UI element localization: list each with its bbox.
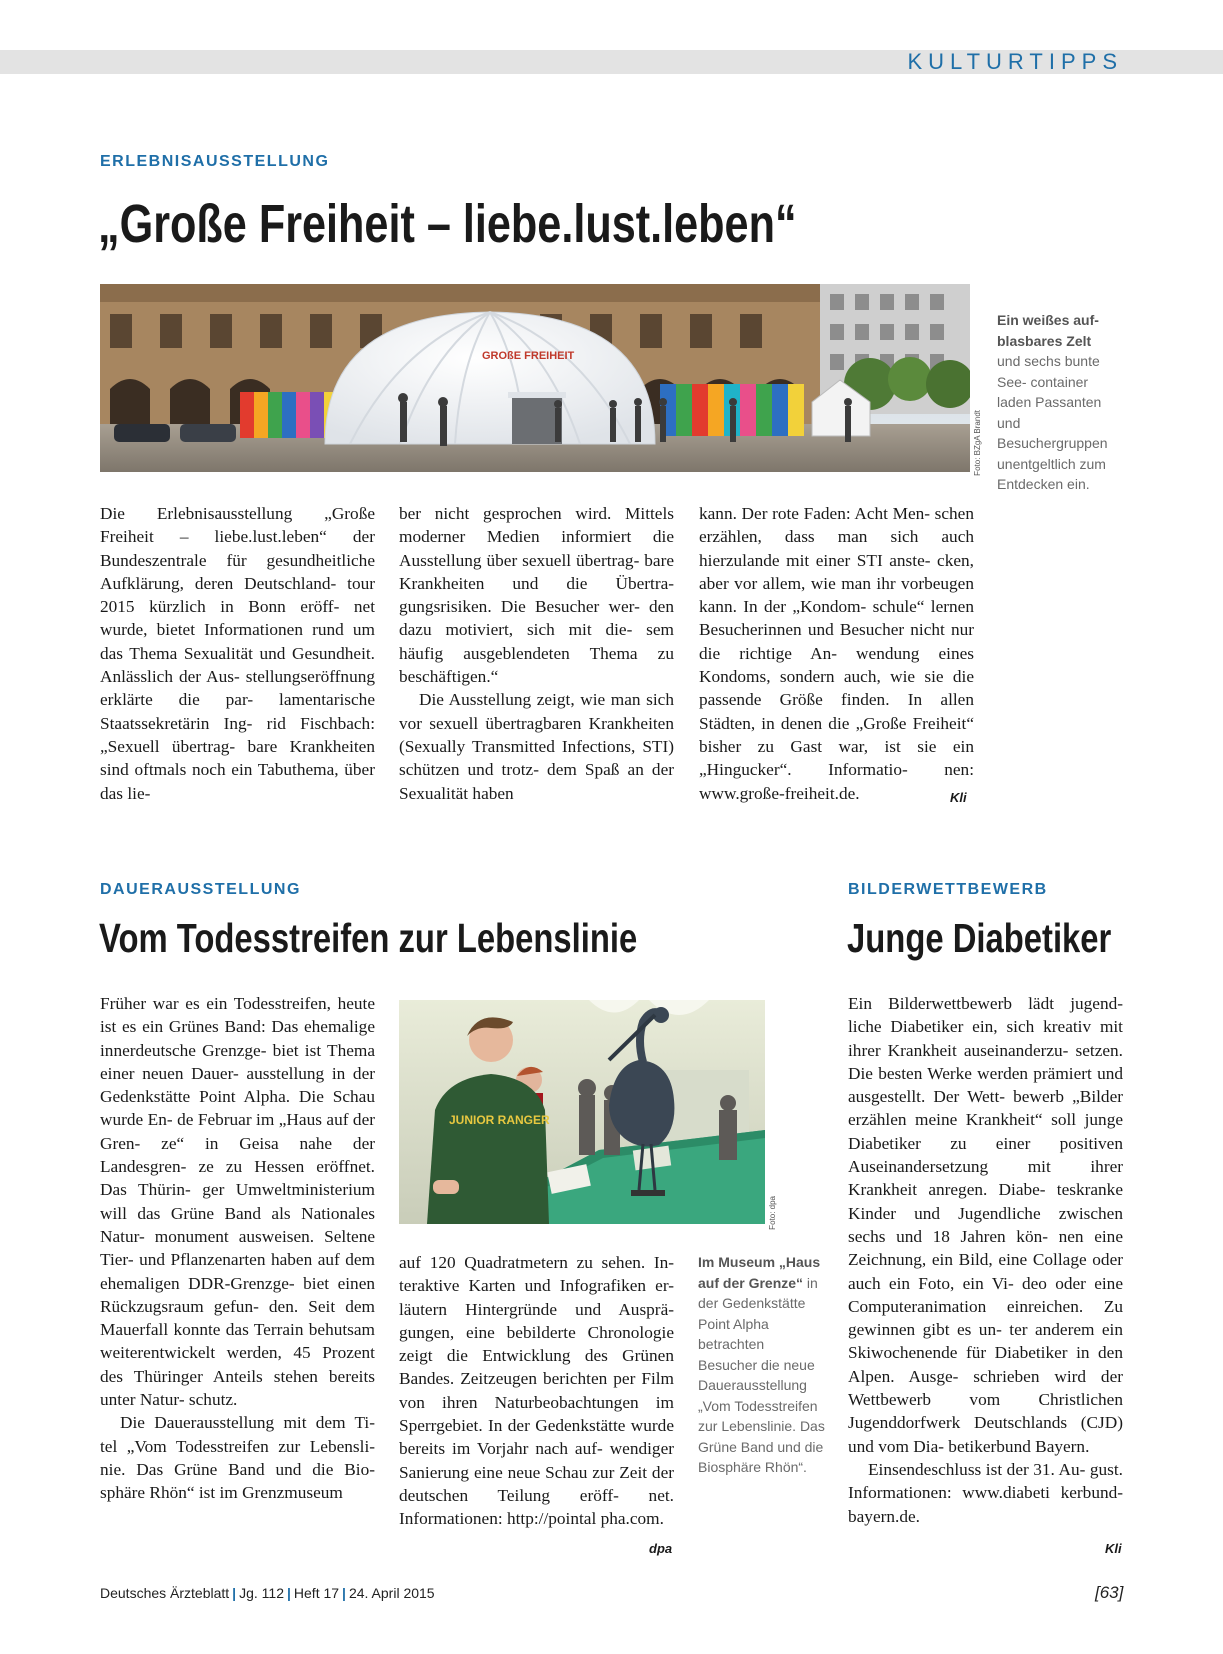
article1-signature: Kli bbox=[950, 790, 967, 805]
article3-kicker: BILDERWETTBEWERB bbox=[848, 881, 1048, 898]
article1-title: „Große Freiheit – liebe.lust.leben“ bbox=[98, 194, 797, 254]
article1-caption-text: und sechs bunte See- container laden Passanten und Besuchergruppen unentgeltlich zum Entdecken ein. bbox=[997, 353, 1108, 492]
article2-title: Vom Todesstreifen zur Lebenslinie bbox=[99, 915, 638, 961]
article1-photo bbox=[100, 284, 970, 472]
article2-paragraph: Früher war es ein Todesstreifen, heute ist es ein Grünes Band: Das ehemalige innerdeutsche Grenzge- biet ist Thema einer neuen Dauer- ausstellung in der Gedenkstätte Point Alpha. Die Schau wurde En- de Februar im „Haus auf der Gren- ze“ in Geisa nahe der Landesgren- ze zu Hessen eröffnet. Das Thürin- ger Umweltministerium will das Grüne Band als Nationales Natur- monument ausweisen. Seltene Tier- und Pflanzenarten haben auf dem ehemaligen DDR-Grenzge- biet einen Rückzugsraum gefun- den. Seit dem Mauerfall konnte das Terrain behutsam weiterentwickelt werden, 45 Prozent des Thüringer Anteils stehen bereits unter Natur- schutz. bbox=[100, 994, 375, 1410]
article1-paragraph: Die Erlebnisausstellung „Große Freiheit – liebe.lust.leben“ der Bundeszentrale für gesundheitliche Aufklärung, deren Deutschland- tour 2015 kürzlich in Bonn eröff- net wurde, bietet Informationen rund um das Thema Sexualität und Gesundheit. Anlässlich der Aus- stellungseröffnung erklärte die par- lamentarische Staatssekretärin Ing- rid Fischbach: „Sexuell übertrag- bare Krankheiten sind oftmals noch ein Tabuthema, über das lie- bbox=[100, 504, 375, 803]
footer-volume: Jg. 112 bbox=[239, 1585, 284, 1601]
article2-caption-lead: Im Museum „Haus auf der Grenze“ bbox=[698, 1254, 821, 1291]
article2-paragraph: auf 120 Quadratmetern zu sehen. In- teraktive Karten und Infografiken er- läutern Hintergründe und Ausprä- gungen, eine bebilderte Chronologie zeigt die Entwicklung des Grünen Bandes. Zeitzeugen berichten per Film von ihren Naturbeobachtungen im Sperrgebiet. In der Gedenkstätte wurde bereits im Vorjahr nach auf- wendiger Sanierung eine neue Schau zur Zeit der deutschen Teilung eröff- net. Informationen: http://pointal pha.com. bbox=[399, 1253, 674, 1529]
article2-kicker: DAUERAUSSTELLUNG bbox=[100, 881, 301, 898]
article1-paragraph: Die Ausstellung zeigt, wie man sich vor sexuell übertragbaren Krankheiten (Sexually Transmitted Infections, STI) schützen und trotz- dem Spaß an der Sexualität haben bbox=[399, 690, 674, 803]
article2-column-1 bbox=[100, 992, 375, 1505]
footer-citation bbox=[100, 1585, 435, 1601]
article2-photo-credit: Foto: dpa bbox=[768, 1196, 777, 1230]
article2-signature: dpa bbox=[649, 1541, 673, 1556]
footer-separator: | bbox=[286, 1585, 291, 1601]
article1-caption-lead: Ein weißes auf- blasbares Zelt bbox=[997, 312, 1099, 349]
article2-photo bbox=[399, 1000, 765, 1224]
article2-caption-text: in der Gedenkstätte Point Alpha betrachten Besucher die neue Dauerausstellung „Vom Todesstreifen zur Lebenslinie. Das Grüne Band und die Biosphäre Rhön“. bbox=[698, 1274, 825, 1475]
article1-column-3 bbox=[699, 502, 974, 805]
section-label: KULTURTIPPS bbox=[907, 49, 1123, 74]
article1-paragraph: kann. Der rote Faden: Acht Men- schen erzählen, dass man sich auch hierzulande mit einer STI anste- cken, aber vor allem, wie man ihr vorbeugen kann. In der „Kondom- schule“ lernen Besucherinnen und Besucher nicht nur die richtige An- wendung eines Kondoms, sondern auch, wie sie die passende Größe finden. In allen Städten, in denen die „Große Freiheit“ bisher zu Gast war, ist sie ein „Hingucker“. Informatio- nen: www.große-freiheit.de. bbox=[699, 504, 974, 803]
article1-column-1 bbox=[100, 502, 375, 805]
article1-caption bbox=[997, 310, 1112, 495]
article1-paragraph: ber nicht gesprochen wird. Mittels moderner Medien informiert die Ausstellung über sexuell übertrag- bare Krankheiten und die Übertra- gungsrisiken. Die Besucher wer- den dazu motiviert, sich mit die- sem häufig ausgeblendeten Thema zu beschäftigen.“ bbox=[399, 504, 674, 687]
article3-title: Junge Diabetiker bbox=[847, 915, 1112, 961]
article3-signature: Kli bbox=[1105, 1541, 1122, 1556]
article3-paragraph: Einsendeschluss ist der 31. Au- gust. Informationen: www.diabeti kerbund-bayern.de. bbox=[848, 1459, 1123, 1526]
article2-column-2 bbox=[399, 1251, 674, 1531]
article2-paragraph: Die Dauerausstellung mit dem Ti- tel „Vom Todesstreifen zur Lebensli- nie. Das Grüne Band und die Bio- sphäre Rhön“ ist im Grenzmuseum bbox=[100, 1413, 375, 1503]
article1-column-2 bbox=[399, 502, 674, 805]
footer-separator: | bbox=[232, 1585, 237, 1601]
article3-column-1 bbox=[848, 992, 1123, 1528]
footer-journal: Deutsches Ärzteblatt bbox=[100, 1585, 230, 1601]
footer-separator: | bbox=[342, 1585, 346, 1601]
footer-issue: Heft 17 bbox=[293, 1585, 340, 1601]
shirt-text: JUNIOR RANGER bbox=[449, 1113, 550, 1127]
footer-date: 24. April 2015 bbox=[348, 1585, 435, 1601]
article2-caption bbox=[698, 1252, 826, 1478]
article1-photo-credit: Foto: BZgA Brandt bbox=[973, 410, 982, 476]
article3-paragraph: Ein Bilderwettbewerb lädt jugend- liche Diabetiker ein, sich kreativ mit ihrer Krankheit auseinanderzu- setzen. Die besten Werke werden prämiert und ausgestellt. Der Wett- bewerb „Bilder erzählen meine Krankheit“ soll junge Diabetiker zu einer positiven Auseinandersetzung mit ihrer Krankheit anregen. Diabe- teskranke Kinder und Jugendliche zwischen sechs und 18 Jahren kön- nen eine Zeichnung, ein Bild, eine Collage oder auch ein Foto, ein Vi- deo oder eine Computeranimation einreichen. Zu gewinnen gibt es un- ter anderem ein Skiwochenende für Diabetiker in den Alpen. Ausge- schrieben wird der Wettbewerb vom Christlichen Jugenddorfwerk Deutschlands (CJD) und vom Dia- betikerbund Bayern. bbox=[848, 994, 1123, 1456]
page-number: [63] bbox=[1095, 1583, 1124, 1602]
tent-logo-text: GROßE FREIHEIT bbox=[482, 350, 575, 362]
article1-kicker: ERLEBNISAUSSTELLUNG bbox=[100, 153, 330, 170]
